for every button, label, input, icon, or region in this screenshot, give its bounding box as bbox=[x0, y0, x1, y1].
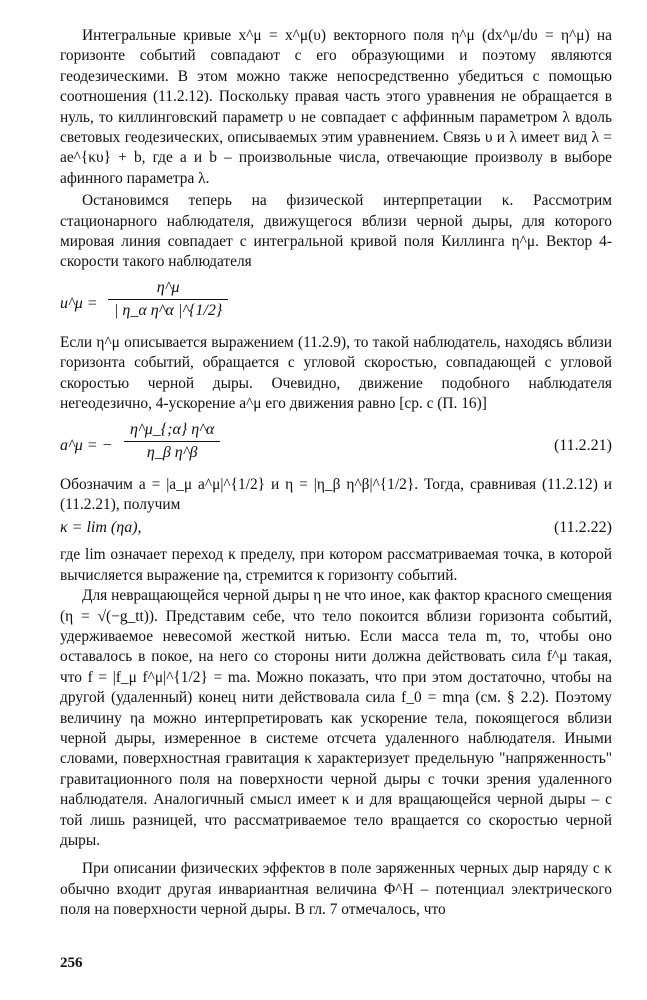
equation-4-velocity-denominator: | η_α η^α |^{1/2} bbox=[108, 299, 228, 320]
paragraph-integral-curves: Интегральные кривые x^μ = x^μ(υ) векторного поля η^μ (dx^μ/dυ = η^μ) на горизонте событий совпадают с его образующими и поэтому являются геодезическими. В этом можно также непосредственно убедиться с помощью соотношения (11.2.12). Поскольку правая часть этого уравнения не обращается в нуль, то киллинговский параметр υ не совпадает с аффинным параметром λ вдоль световых геодезических, описываемых этим уравнением. Связь υ и λ имеет вид λ = ae^{κυ} + b, где a и b – произвольные числа, отвечающие произволу в выборе афинного параметра λ. bbox=[60, 27, 612, 187]
paragraph-nonrotating-black-hole: Для невращающейся черной дыры η не что иное, как фактор красного смещения (η = √(−g_tt)). Представим себе, что тело покоится вблизи горизонта событий, удерживаемое невесомой жесткой нитью. Если масса тела m, то, чтобы оно оставалось в покое, на него со стороны нити должна действовать сила f^μ такая, что f = |f_μ f^μ|^{1/2} = ma. Можно показать, что при этом достаточно, чтобы на другой (удаленный) конец нити действовала сила f_0 = mηa (см. § 2.2). Поэтому величину ηa можно интерпретировать как ускорение тела, покоящегося вблизи черной дыры, измеренное в системе отсчета удаленного наблюдателя. Иными словами, поверхностная гравитация κ характеризует предельную "напряженность" гравитационного поля на поверхности черной дыры с точки зрения удаленного наблюдателя. Аналогичный смысл имеет κ и для вращающейся черной дыры – с той лишь разницей, что рассматриваемое тело вращается со скоростью черной дыры. bbox=[60, 587, 612, 849]
paragraph-charged-black-holes: При описании физических эффектов в поле заряженных черных дыр наряду с κ обычно входит другая инвариантная величина Φ^H – потенциал электрического поля на поверхности черной дыры. В гл. 7 отмечалось, что bbox=[60, 860, 612, 919]
equation-acceleration-fraction bbox=[124, 421, 220, 462]
equation-acceleration-lhs: a^μ = − bbox=[60, 436, 113, 454]
paragraph-limit-definition: где lim означает переход к пределу, при котором рассматриваемая точка, в которой вычисляется выражение ηa, стремится к горизонту событий. bbox=[60, 546, 612, 584]
paragraph-observer-rotation: Если η^μ описывается выражением (11.2.9), то такой наблюдатель, находясь вблизи горизонта событий, обращается с угловой скоростью, совпадающей с угловой скоростью черной дыры. Очевидно, движение подобного наблюдателя негеодезично, 4-ускорение a^μ его движения равно [ср. с (П. 16)] bbox=[60, 333, 612, 413]
equation-number-11-2-22: (11.2.22) bbox=[553, 519, 612, 537]
equation-4-velocity-numerator: η^μ bbox=[156, 278, 180, 296]
equation-number-11-2-21: (11.2.21) bbox=[553, 436, 612, 454]
equation-4-velocity bbox=[60, 273, 612, 333]
equation-acceleration-denominator: η_β η^β bbox=[124, 441, 220, 462]
equation-acceleration bbox=[60, 415, 612, 475]
equation-kappa-expression: κ = lim (ηa), bbox=[60, 519, 142, 537]
equation-acceleration-numerator: η^μ_{;α} η^α bbox=[130, 420, 215, 438]
paragraph-notation: Обозначим a = |a_μ a^μ|^{1/2} и η = |η_β η^β|^{1/2}. Тогда, сравнивая (11.2.12) и (11.2.21), получим bbox=[60, 475, 612, 513]
page-number: 256 bbox=[60, 955, 83, 971]
equation-4-velocity-fraction bbox=[108, 279, 228, 320]
equation-4-velocity-lhs: u^μ = bbox=[60, 294, 98, 312]
paragraph-physical-interpretation: Остановимся теперь на физической интерпретации κ. Рассмотрим стационарного наблюдателя, движущегося вблизи черной дыры, для которого мировая линия совпадает с интегральной кривой поля Киллинга η^μ. Вектор 4-скорости такого наблюдателя bbox=[60, 192, 612, 271]
equation-kappa bbox=[60, 515, 612, 545]
page-body bbox=[60, 26, 612, 921]
